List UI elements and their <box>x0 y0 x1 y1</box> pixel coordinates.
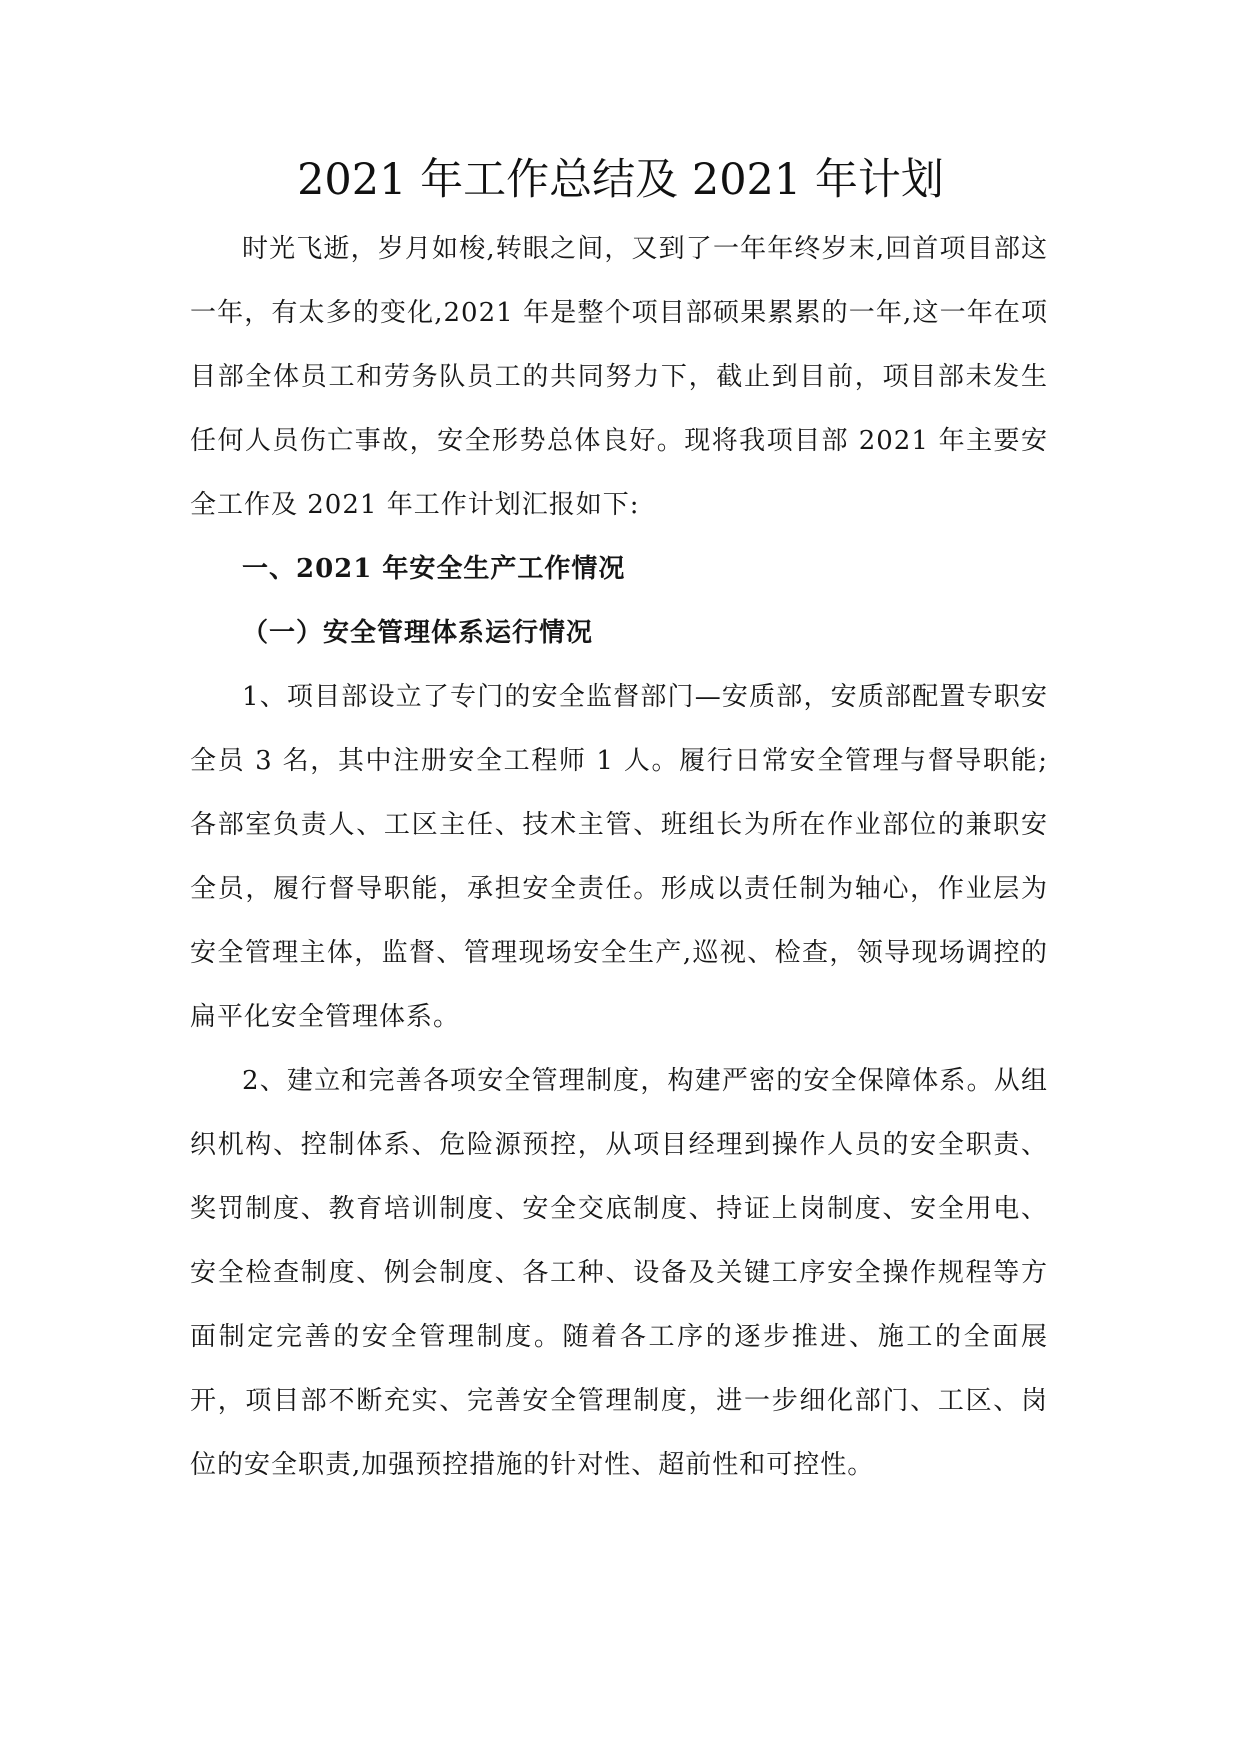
item-paragraph-1: 1、项目部设立了专门的安全监督部门—安质部，安质部配置专职安全员 3 名，其中注册安全工程师 1 人。履行日常安全管理与督导职能;各部室负责人、工区主任、技术主管、班组长为所在作业部位的兼职安全员，履行督导职能，承担安全责任。形成以责任制为轴心，作业层为安全管理主体，监督、管理现场安全生产,巡视、检查，领导现场调控的扁平化安全管理体系。 <box>190 682 1048 1032</box>
intro-paragraph: 时光飞逝，岁月如梭,转眼之间，又到了一年年终岁末,回首项目部这一年，有太多的变化,2021 年是整个项目部硕果累累的一年,这一年在项目部全体员工和劳务队员工的共同努力下，截止到目前，项目部未发生任何人员伤亡事故，安全形势总体良好。现将我项目部 2021 年主要安全工作及 2021 年工作计划汇报如下: <box>190 234 1048 520</box>
subsection-heading: （一）安全管理体系运行情况 <box>242 618 594 648</box>
section-heading: 一、2021 年安全生产工作情况 <box>242 554 626 584</box>
document-body <box>190 217 1048 1497</box>
document-title: 2021 年工作总结及 2021 年计划 <box>297 155 944 205</box>
item-paragraph-2: 2、建立和完善各项安全管理制度，构建严密的安全保障体系。从组织机构、控制体系、危险源预控，从项目经理到操作人员的安全职责、奖罚制度、教育培训制度、安全交底制度、持证上岗制度、安全用电、安全检查制度、例会制度、各工种、设备及关键工序安全操作规程等方面制定完善的安全管理制度。随着各工序的逐步推进、施工的全面展开，项目部不断充实、完善安全管理制度，进一步细化部门、工区、岗位的安全职责,加强预控措施的针对性、超前性和可控性。 <box>190 1066 1048 1480</box>
